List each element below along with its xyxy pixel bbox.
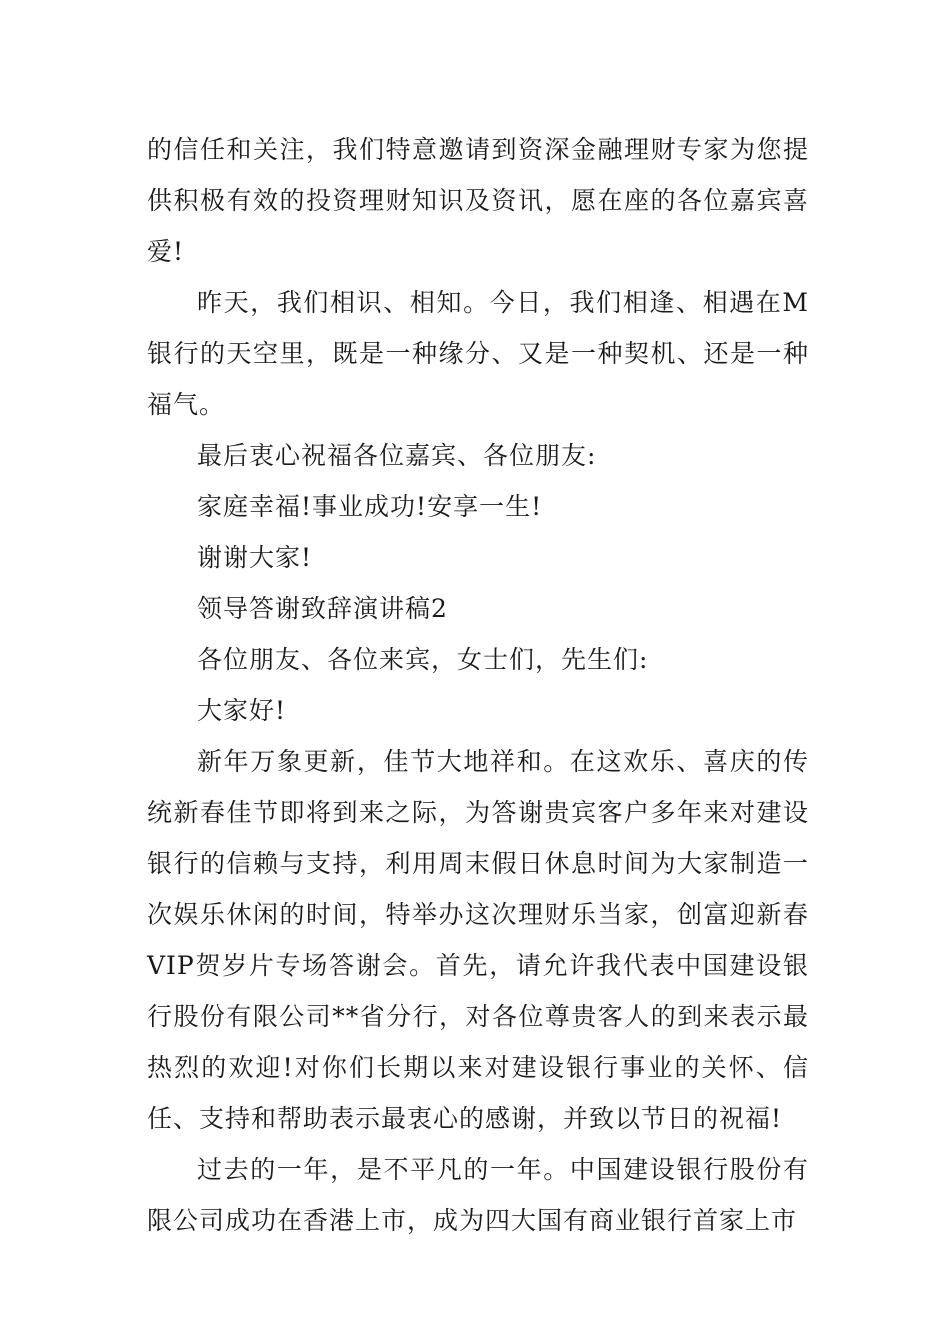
section-heading: 领导答谢致辞演讲稿2 [197,594,448,623]
paragraph-4: 家庭幸福!事业成功!安享一生! [197,492,543,521]
paragraph-5: 谢谢大家! [197,543,313,572]
document-body [147,124,809,1246]
greeting: 大家好! [197,696,287,725]
paragraph-1: 的信任和关注，我们特意邀请到资深金融理财专家为您提供积极有效的投资理财知识及资讯，愿在座的各位嘉宾喜爱! [147,135,809,266]
paragraph-3: 最后衷心祝福各位嘉宾、各位朋友: [197,441,597,470]
paragraph-10: 过去的一年，是不平凡的一年。中国建设银行股份有限公司成功在香港上市，成为四大国有商业银行首家上市 [147,1155,809,1235]
salutation: 各位朋友、各位来宾，女士们，先生们: [197,645,649,674]
paragraph-9: 新年万象更新，佳节大地祥和。在这欢乐、喜庆的传统新春佳节即将到来之际，为答谢贵宾客户多年来对建设银行的信赖与支持，利用周末假日休息时间为大家制造一次娱乐休闲的时间，特举办这次理财乐当家，创富迎新春VIP贺岁片专场答谢会。首先，请允许我代表中国建设银行股份有限公司**省分行，对各位尊贵客人的到来表示最热烈的欢迎!对你们长期以来对建设银行事业的关怀、信任、支持和帮助表示最衷心的感谢，并致以节日的祝福! [147,747,809,1133]
paragraph-2: 昨天，我们相识、相知。今日，我们相逢、相遇在M银行的天空里，既是一种缘分、又是一种契机、还是一种福气。 [147,288,809,419]
